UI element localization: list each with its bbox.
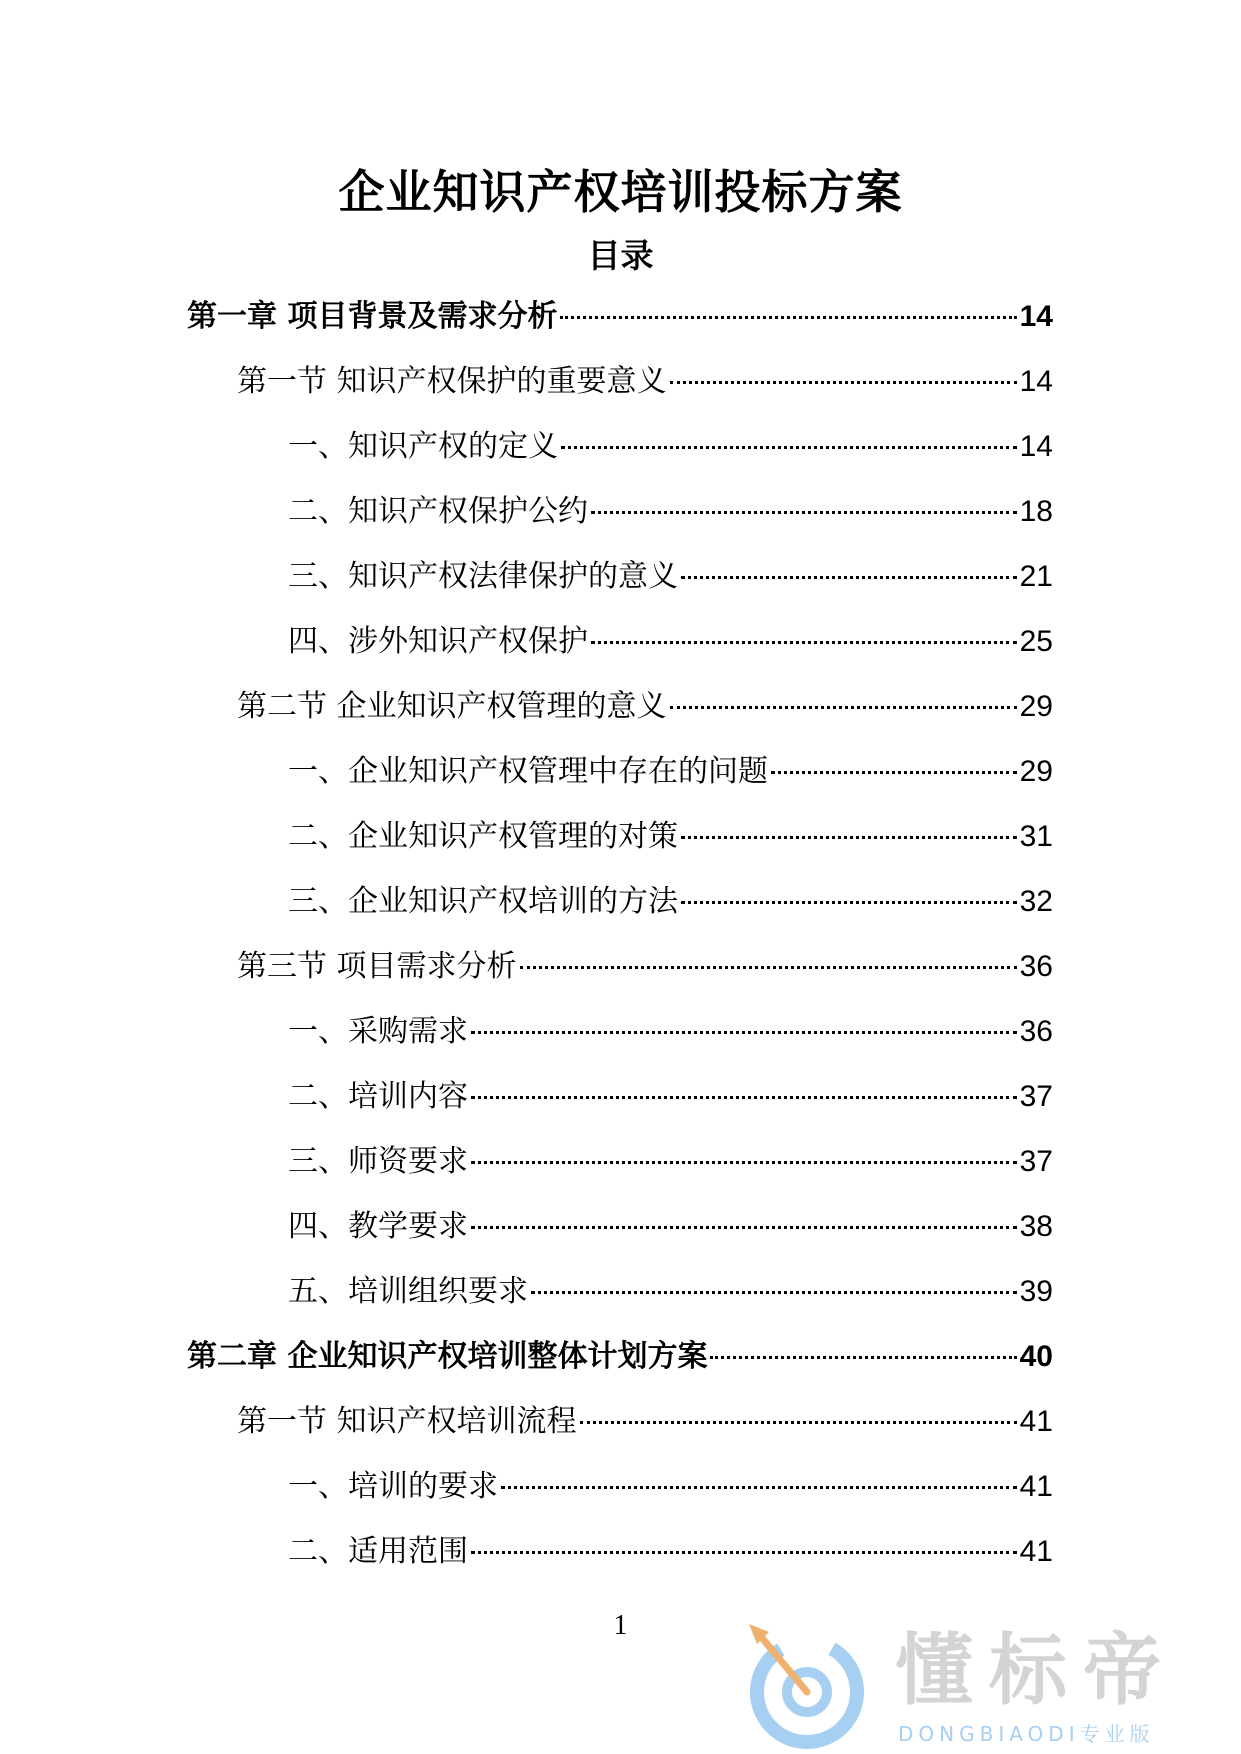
toc-leader-dots xyxy=(681,901,1017,904)
toc-leader-dots xyxy=(670,706,1017,709)
toc-entry-page: 41 xyxy=(1019,1470,1053,1503)
table-of-contents xyxy=(187,297,1053,1597)
toc-entry-page: 41 xyxy=(1019,1405,1053,1438)
watermark xyxy=(745,1622,1235,1752)
watermark-subtitle: DONGBIAODI专业版 xyxy=(898,1722,1155,1746)
toc-entry-item[interactable] xyxy=(187,557,1053,622)
toc-entry-item[interactable] xyxy=(187,1207,1053,1272)
toc-leader-dots xyxy=(670,381,1017,384)
toc-entry-item[interactable] xyxy=(187,427,1053,492)
toc-leader-dots xyxy=(531,1291,1017,1294)
toc-entry-label: 第二章 企业知识产权培训整体计划方案 xyxy=(187,1339,708,1374)
toc-entry-page: 14 xyxy=(1019,365,1053,398)
toc-leader-dots xyxy=(681,836,1017,839)
toc-entry-label: 第一章 项目背景及需求分析 xyxy=(187,299,558,334)
toc-entry-page: 36 xyxy=(1019,950,1053,983)
toc-leader-dots xyxy=(591,641,1017,644)
toc-leader-dots xyxy=(591,511,1017,514)
toc-entry-label: 第一节 知识产权保护的重要意义 xyxy=(237,364,667,399)
toc-entry-item[interactable] xyxy=(187,492,1053,557)
toc-leader-dots xyxy=(561,446,1017,449)
toc-entry-page: 40 xyxy=(1019,1340,1053,1373)
toc-leader-dots xyxy=(580,1421,1017,1424)
toc-entry-label: 二、培训内容 xyxy=(288,1079,468,1114)
toc-leader-dots xyxy=(520,966,1017,969)
toc-entry-item[interactable] xyxy=(187,882,1053,947)
toc-entry-section[interactable] xyxy=(187,362,1053,427)
toc-entry-label: 一、采购需求 xyxy=(288,1014,468,1049)
toc-entry-page: 29 xyxy=(1019,690,1053,723)
toc-entry-label: 四、涉外知识产权保护 xyxy=(288,624,588,659)
toc-entry-page: 14 xyxy=(1019,300,1053,333)
toc-entry-item[interactable] xyxy=(187,1142,1053,1207)
toc-leader-dots xyxy=(471,1096,1017,1099)
toc-entry-page: 18 xyxy=(1019,495,1053,528)
toc-entry-section[interactable] xyxy=(187,1402,1053,1467)
toc-entry-page: 39 xyxy=(1019,1275,1053,1308)
toc-entry-page: 14 xyxy=(1019,430,1053,463)
watermark-brand-name: 懂标帝 xyxy=(895,1626,1178,1716)
toc-leader-dots xyxy=(471,1226,1017,1229)
toc-entry-page: 36 xyxy=(1019,1015,1053,1048)
toc-entry-page: 29 xyxy=(1019,755,1053,788)
toc-entry-section[interactable] xyxy=(187,687,1053,752)
toc-entry-item[interactable] xyxy=(187,1077,1053,1142)
toc-entry-chapter-2[interactable] xyxy=(187,1337,1053,1402)
document-title: 企业知识产权培训投标方案 xyxy=(338,165,903,219)
toc-entry-label: 一、培训的要求 xyxy=(288,1469,498,1504)
toc-leader-dots xyxy=(560,316,1016,319)
page-number: 1 xyxy=(613,1610,628,1641)
toc-entry-chapter-1[interactable] xyxy=(187,297,1053,362)
toc-entry-label: 一、企业知识产权管理中存在的问题 xyxy=(288,754,768,789)
toc-leader-dots xyxy=(471,1551,1017,1554)
toc-entry-label: 二、适用范围 xyxy=(288,1534,468,1569)
toc-entry-label: 二、知识产权保护公约 xyxy=(288,494,588,529)
toc-entry-label: 五、培训组织要求 xyxy=(288,1274,528,1309)
toc-entry-page: 38 xyxy=(1019,1210,1053,1243)
toc-entry-page: 37 xyxy=(1019,1080,1053,1113)
toc-entry-label: 第二节 企业知识产权管理的意义 xyxy=(237,689,667,724)
toc-entry-label: 一、知识产权的定义 xyxy=(288,429,558,464)
target-logo-icon xyxy=(745,1622,875,1752)
toc-entry-section[interactable] xyxy=(187,947,1053,1012)
toc-entry-label: 三、师资要求 xyxy=(288,1144,468,1179)
toc-entry-item[interactable] xyxy=(187,1532,1053,1597)
toc-entry-item[interactable] xyxy=(187,1467,1053,1532)
toc-entry-page: 37 xyxy=(1019,1145,1053,1178)
toc-entry-label: 四、教学要求 xyxy=(288,1209,468,1244)
toc-entry-label: 三、企业知识产权培训的方法 xyxy=(288,884,678,919)
toc-entry-item[interactable] xyxy=(187,1272,1053,1337)
toc-entry-label: 二、企业知识产权管理的对策 xyxy=(288,819,678,854)
toc-entry-page: 31 xyxy=(1019,820,1053,853)
toc-leader-dots xyxy=(471,1161,1017,1164)
toc-entry-page: 41 xyxy=(1019,1535,1053,1568)
toc-leader-dots xyxy=(471,1031,1017,1034)
toc-entry-item[interactable] xyxy=(187,1012,1053,1077)
toc-leader-dots xyxy=(681,576,1017,579)
toc-leader-dots xyxy=(771,771,1017,774)
toc-leader-dots xyxy=(501,1486,1017,1489)
toc-entry-page: 21 xyxy=(1019,560,1053,593)
toc-entry-page: 32 xyxy=(1019,885,1053,918)
toc-entry-label: 三、知识产权法律保护的意义 xyxy=(288,559,678,594)
toc-entry-item[interactable] xyxy=(187,622,1053,687)
toc-entry-label: 第三节 项目需求分析 xyxy=(237,949,517,984)
toc-entry-label: 第一节 知识产权培训流程 xyxy=(237,1404,577,1439)
toc-entry-item[interactable] xyxy=(187,817,1053,882)
toc-heading: 目录 xyxy=(587,236,654,275)
toc-leader-dots xyxy=(710,1356,1016,1359)
toc-entry-item[interactable] xyxy=(187,752,1053,817)
toc-entry-page: 25 xyxy=(1019,625,1053,658)
